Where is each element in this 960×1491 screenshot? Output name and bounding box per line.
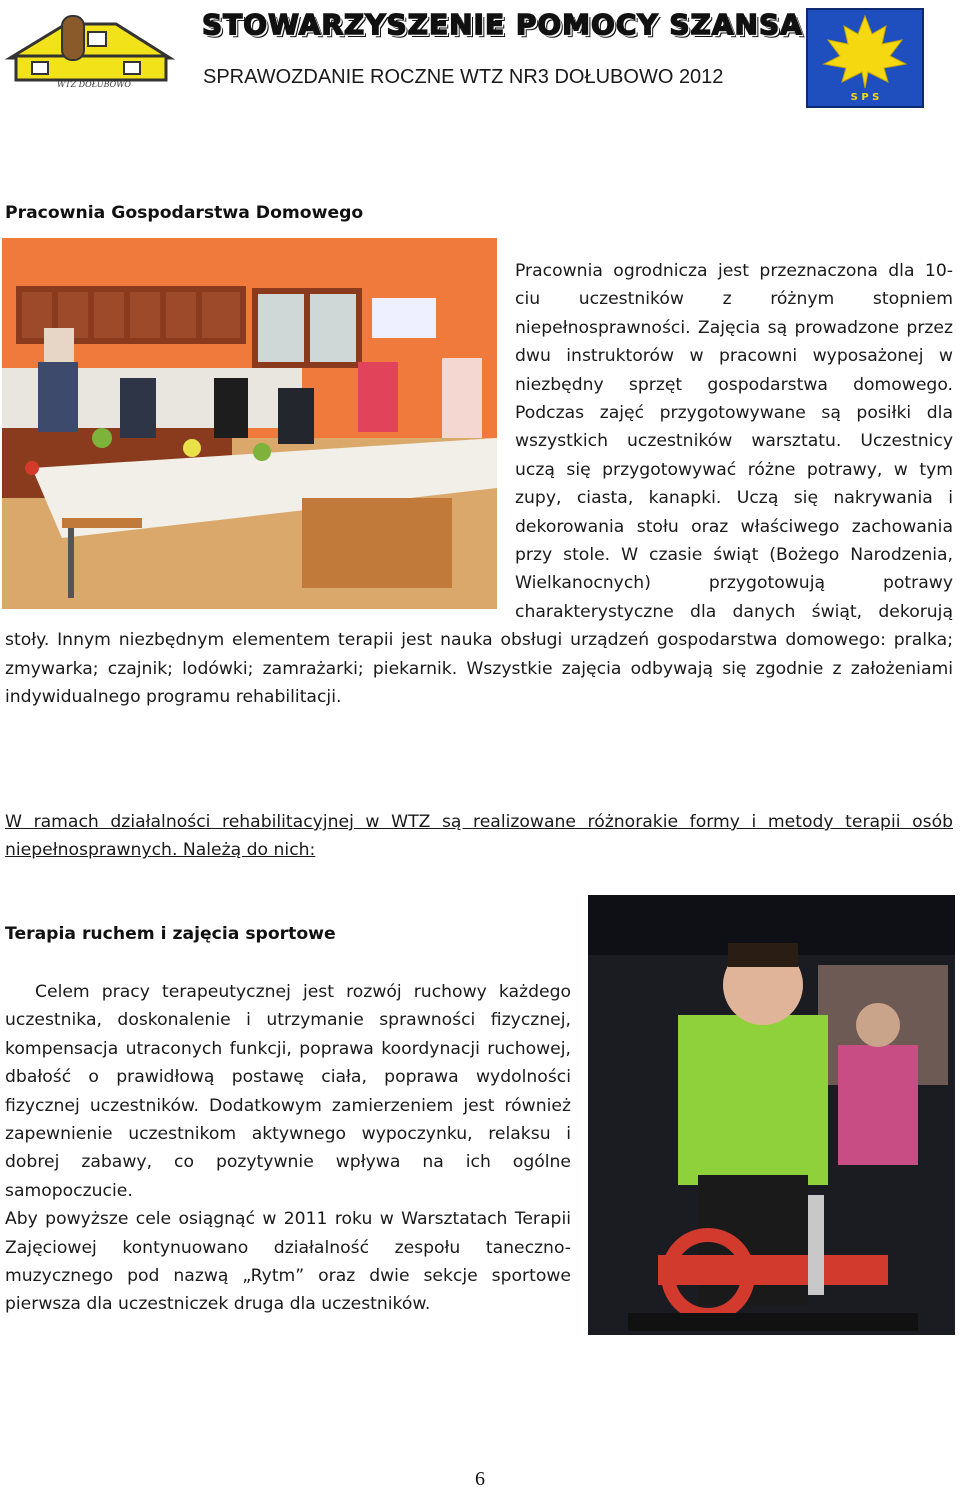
wtz-logo-text: WTZ DOŁUBOWO — [57, 80, 131, 89]
movement-paragraph-1: Celem pracy terapeutycznej jest rozwój ruchowy każdego uczestnika, doskonalenie i utrzymanie sprawności fizycznej, kompensacja utraconych funkcji, poprawa koordynacji ruchowej, dbałość o prawidłową postawę ciała, poprawa wydolności fizycznej uczestników. Dodatkowym zamierzeniem jest również zapewnienie uczestnikom aktywnego wypoczynku, relaksu i dobrej zabawy, co pozytywnie wpływa na ich ogólne samopoczucie. — [5, 982, 571, 1201]
intro-underlined: W ramach działalności rehabilitacyjnej w WTZ są realizowane różnorakie formy i metody terapii osób niepełnosprawnych. Należą do nich: — [5, 812, 953, 861]
section-text-household-body: Pracownia ogrodnicza jest przeznaczona dla 10-ciu uczestników z różnym stopniem niepełnosprawności. Zajęcia są prowadzone przez dwu instruktorów w pracowni wyposażonej w niezbędny sprzęt gospodarstwa domowego. Podczas zajęć przygotowywane są posiłki dla wszystkich uczestników warsztatu. Uczestnicy uczą się przygotowywać różne potrawy, w tym zupy, ciasta, kanapki. Uczą się nakrywania i dekorowania stołu oraz właściwego zachowania przy stole. W czasie świąt (Bożego Narodzenia, Wielkanocnych) przygotowują potrawy charakterystyczne dla danych świąt, dekorują stoły. Innym niezbędnym elementem terapii jest nauka obsługi urządzeń gospodarstwa domowego: pralka; zmywarka; czajnik; lodówki; zamrażarki; piekarnik. Wszystkie zajęcia odbywają się zgodnie z założeniami indywidualnego programu rehabilitacji. — [5, 261, 953, 708]
movement-paragraph-2: Aby powyższe cele osiągnąć w 2011 roku w Warsztatach Terapii Zajęciowej kontynuowano działalność zespołu taneczno-muzycznego pod nazwą „Rytm” oraz dwie sekcje sportowe pierwsza dla uczestniczek druga dla uczestników. — [5, 1209, 571, 1315]
report-title: SPRAWOZDANIE ROCZNE WTZ NR3 DOŁUBOWO 2012 — [203, 66, 724, 88]
photo-spacer — [5, 238, 515, 608]
section-title-household: Pracownia Gospodarstwa Domowego — [5, 203, 364, 223]
exercise-bike-photo — [588, 895, 955, 1335]
page-number: 6 — [475, 1468, 485, 1490]
sps-logo-text: S P S — [850, 92, 880, 103]
section-text-movement — [5, 978, 571, 1319]
section-text-household — [5, 257, 953, 712]
section-title-movement: Terapia ruchem i zajęcia sportowe — [5, 924, 336, 944]
wtz-logo — [4, 10, 184, 90]
sps-logo — [806, 8, 924, 108]
organization-name: STOWARZYSZENIE POMOCY SZANSA — [202, 8, 803, 41]
